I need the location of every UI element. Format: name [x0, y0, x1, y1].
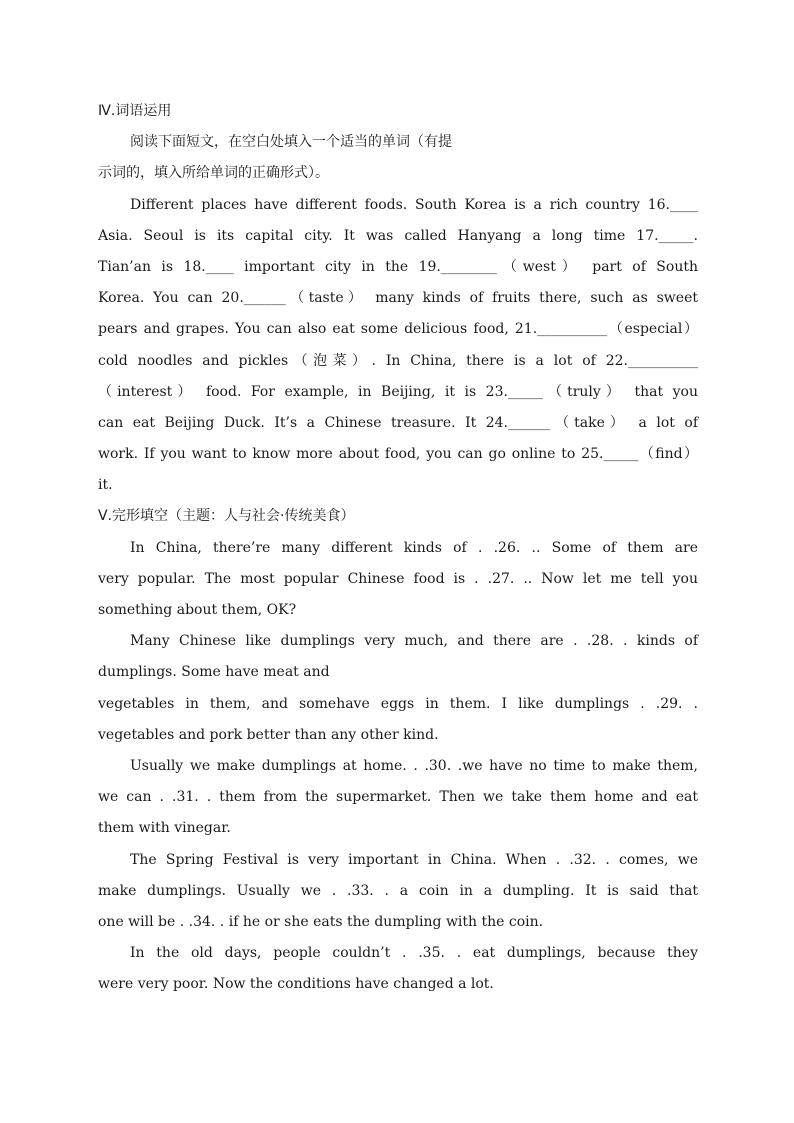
cloze-line-12: make dumplings. Usually we . .33. . a coin in a dumpling. It is said that [98, 882, 698, 899]
passage-line-10: it. [98, 477, 113, 494]
section-5-heading: Ⅴ.完形填空（主题：人与社会·传统美食） [98, 508, 355, 525]
cloze-line-1: In China, there’re many different kinds of . .26. .. Some of them are [130, 539, 698, 556]
cloze-line-2: very popular. The most popular Chinese food is . .27. .. Now let me tell you [98, 570, 698, 587]
cloze-line-14: In the old days, people couldn’t . .35. . eat dumplings, because they [130, 945, 698, 962]
cloze-line-7: vegetables and pork better than any other kind. [98, 726, 439, 743]
cloze-line-4: Many Chinese like dumplings very much, and there are . .28. . kinds of [130, 633, 698, 650]
cloze-line-9: we can . .31. . them from the supermarket. Then we take them home and eat [98, 789, 698, 806]
passage-line-6: cold noodles and pickles（泡菜）. In China, there is a lot of 22.__________ [98, 352, 698, 369]
passage-line-5: pears and grapes. You can also eat some delicious food, 21.__________（especial） [98, 321, 698, 338]
section-4-instruction-line-1: 阅读下面短文，在空白处填入一个适当的单词（有提 [130, 134, 452, 151]
passage-line-4: Korea. You can 20.______（taste） many kinds of fruits there, such as sweet [98, 290, 698, 307]
cloze-line-15: were very poor. Now the conditions have changed a lot. [98, 976, 494, 993]
section-4-instruction-line-2: 示词的，填入所给单词的正确形式）。 [98, 165, 329, 182]
passage-line-7: （interest） food. For example, in Beijing, it is 23._____（truly） that you [98, 383, 698, 400]
section-4-heading: Ⅳ.词语运用 [98, 103, 172, 119]
passage-line-1: Different places have different foods. South Korea is a rich country 16.____ [130, 196, 698, 213]
cloze-line-10: them with vinegar. [98, 820, 231, 837]
passage-line-3: Tian’an is 18.____ important city in the 19.________（west） part of South [98, 258, 698, 275]
cloze-line-13: one will be . .34. . if he or she eats the dumpling with the coin. [98, 913, 544, 930]
passage-line-9: work. If you want to know more about food, you can go online to 25._____（find） [98, 446, 698, 463]
passage-line-8: can eat Beijing Duck. It’s a Chinese treasure. It 24.______（take） a lot of [98, 414, 698, 431]
cloze-line-11: The Spring Festival is very important in China. When . .32. . comes, we [130, 851, 698, 868]
cloze-line-8: Usually we make dumplings at home. . .30. .we have no time to make them, [130, 757, 698, 774]
document-page [98, 96, 698, 1000]
cloze-line-6: vegetables in them, and somehave eggs in them. I like dumplings . .29. . [98, 695, 698, 712]
cloze-line-5: dumplings. Some have meat and [98, 664, 330, 681]
cloze-line-3: something about them, OK? [98, 602, 297, 618]
passage-line-2: Asia. Seoul is its capital city. It was called Hanyang a long time 17._____. [98, 227, 698, 244]
